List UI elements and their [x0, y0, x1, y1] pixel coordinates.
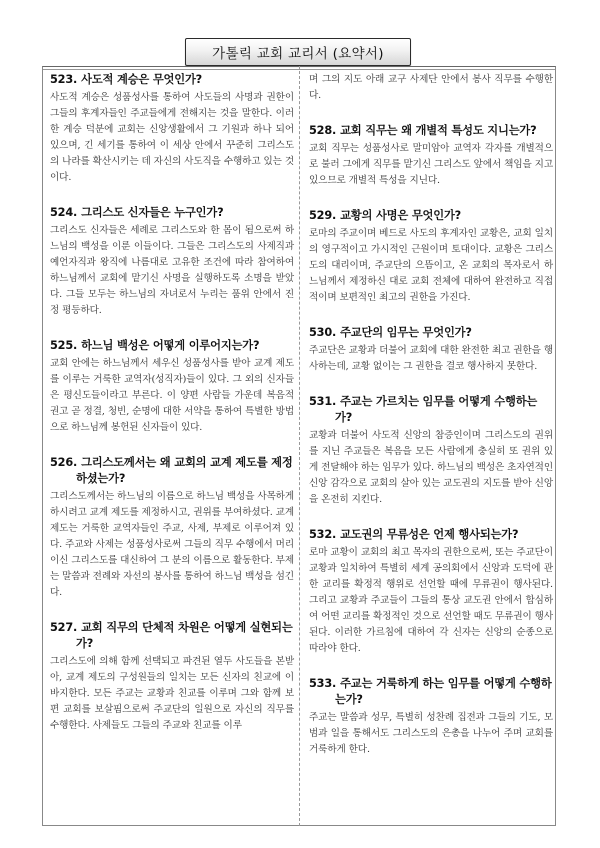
- question-number: 528.: [309, 124, 337, 137]
- question-number: 532.: [309, 528, 337, 541]
- question-number: 523.: [50, 73, 78, 86]
- question-heading: [309, 325, 553, 341]
- qa-item: [309, 394, 553, 508]
- question-text: 사도적 계승은 무엇인가?: [81, 73, 203, 86]
- qa-item: [309, 527, 553, 657]
- question-heading: [309, 394, 553, 426]
- question-text: 교회 직무는 왜 개별적 특성도 지니는가?: [340, 124, 537, 137]
- qa-item: [309, 676, 553, 758]
- qa-item: [50, 72, 294, 186]
- question-heading: [50, 205, 294, 221]
- qa-item: [50, 455, 294, 601]
- question-text: 주교는 거룩하게 하는 임무를 어떻게 수행하는가?: [335, 677, 552, 706]
- question-number: 533.: [309, 677, 337, 690]
- answer-text: 교황과 더불어 사도적 신앙의 참증인이며 그리스도의 권위를 지닌 주교들은 복음을 모든 사람에게 충실히 또 권위 있게 전달해야 하는 임무가 있다. 하느님의 백성은 초자연적인 신앙 감각으로 교회의 살아 있는 교도권의 지도를 받아 신앙을 온전히 지킨다.: [309, 430, 553, 505]
- question-text: 그리스도 신자들은 누구인가?: [81, 206, 224, 219]
- question-text: 주교는 가르치는 임무를 어떻게 수행하는가?: [335, 395, 538, 424]
- question-number: 527.: [50, 621, 78, 634]
- answer-text: 교회 안에는 하느님께서 세우신 성품성사를 받아 교계 제도를 이루는 거룩한 교역자(성직자)들이 있다. 그 외의 신자들은 평신도들이라고 부른다. 이 양편 사람들 가운데 복음적 권고 곧 정결, 청빈, 순명에 대한 서약을 통하여 특별한 방법으로 하느님께 봉헌된 신자들이 있다.: [50, 358, 294, 433]
- answer-text: 주교는 말씀과 성무, 특별히 성찬례 집전과 그들의 기도, 모범과 일을 통해서도 그리스도의 은총을 나누어 주며 교회를 거룩하게 한다.: [309, 712, 553, 755]
- left-column: [50, 72, 294, 753]
- question-text: 교회 직무의 단체적 차원은 어떻게 실현되는가?: [76, 621, 293, 650]
- question-number: 529.: [309, 209, 337, 222]
- qa-item: [309, 208, 553, 306]
- question-text: 그리스도께서는 왜 교회의 교계 제도를 제정하셨는가?: [76, 456, 293, 485]
- question-number: 525.: [50, 339, 78, 352]
- qa-item: [50, 338, 294, 436]
- answer-text: 그리스도 신자들은 세례로 그리스도와 한 몸이 됨으로써 하느님의 백성을 이룬 이들이다. 그들은 그리스도의 사제직과 예언자직과 왕직에 나름대로 고유한 조건에 따라 참여하여 하느님께서 교회에 맡기신 사명을 실행하도록 소명을 받았다. 그들 모두는 하느님의 자녀로서 누리는 품위 안에서 진정 평등하다.: [50, 225, 294, 316]
- page-title: 가톨릭 교회 교리서 (요약서): [185, 38, 411, 66]
- question-text: 교황의 사명은 무엇인가?: [340, 209, 462, 222]
- question-number: 526.: [50, 456, 78, 469]
- answer-text: 로마의 주교이며 베드로 사도의 후계자인 교황은, 교회 일치의 영구적이고 가시적인 근원이며 토대이다. 교황은 그리스도의 대리이며, 주교단의 으뜸이고, 온 교회의 목자로서 하느님께서 제정하신 대로 교회 전체에 대하여 완전하고 직접적이며 보편적인 최고의 권한을 가진다.: [309, 228, 553, 303]
- question-text: 교도권의 무류성은 언제 행사되는가?: [340, 528, 519, 541]
- right-column: [309, 72, 553, 777]
- answer-text: 그리스도께서는 하느님의 이름으로 하느님 백성을 사목하게 하시려고 교계 제도를 제정하시고, 권위를 부여하셨다. 교계 제도는 거룩한 교역자들인 주교, 사제, 부제로 이루어져 있다. 주교와 사제는 성품성사로써 그들의 직무 수행에서 머리이신 그리스도를 대신하여 그 분의 이름으로 활동한다. 부제는 말씀과 전례와 자선의 봉사를 통하여 하느님 백성을 섬긴다.: [50, 491, 294, 598]
- qa-item: [309, 325, 553, 375]
- column-divider: [299, 66, 300, 826]
- answer-text: 사도적 계승은 성품성사를 통하여 사도들의 사명과 권한이 그들의 후계자들인 주교들에게 전해지는 것을 말한다. 이러한 계승 덕분에 교회는 신앙생활에서 그 기원과 하나 되어 있으며, 긴 세기를 통하여 이 세상 안에서 꾸준히 그리스도의 나라를 확산시키는 데 자신의 사도직을 수행하고 있는 것이다.: [50, 92, 294, 183]
- answer-text: 주교단은 교황과 더불어 교회에 대한 완전한 최고 권한을 행사하는데, 교황 없이는 그 권한을 결코 행사하지 못한다.: [309, 345, 553, 372]
- qa-item: [309, 72, 553, 104]
- question-number: 524.: [50, 206, 78, 219]
- question-heading: [309, 676, 553, 708]
- question-heading: [50, 620, 294, 652]
- answer-text: 그리스도에 의해 함께 선택되고 파견된 열두 사도들을 본받아, 교계 제도의 구성원들의 일치는 모든 신자의 친교에 이바지한다. 모든 주교는 교황과 친교를 이루며 그와 함께 보편 교회를 보살핌으로써 주교단의 일원으로 자신의 직무를 수행한다. 사제들도 그들의 주교와 친교를 이루: [50, 656, 294, 731]
- question-heading: [309, 208, 553, 224]
- question-number: 530.: [309, 326, 337, 339]
- question-number: 531.: [309, 395, 337, 408]
- qa-item: [50, 620, 294, 734]
- question-heading: [50, 72, 294, 88]
- qa-item: [50, 205, 294, 319]
- qa-item: [309, 123, 553, 189]
- answer-text: 며 그의 지도 아래 교구 사제단 안에서 봉사 직무를 수행한다.: [309, 74, 553, 101]
- question-text: 주교단의 임무는 무엇인가?: [340, 326, 472, 339]
- answer-text: 로마 교황이 교회의 최고 목자의 권한으로써, 또는 주교단이 교황과 일치하여 특별히 세계 공의회에서 신앙과 도덕에 관한 교리를 확정적 행위로 선언할 때에 무류권이 행사된다. 그리고 교황과 주교들이 그들의 통상 교도권 안에서 합심하여 어떤 교리를 확정적인 것으로 선언할 때도 무류권이 행사된다. 이러한 가르침에 대하여 각 신자는 신앙의 순종으로 따라야 한다.: [309, 547, 553, 654]
- question-heading: [309, 123, 553, 139]
- answer-text: 교회 직무는 성품성사로 말미암아 교역자 각자를 개별적으로 불러 그에게 직무를 맡기신 그리스도 앞에서 책임을 지고 있으므로 개별적 특성을 지닌다.: [309, 143, 553, 186]
- question-text: 하느님 백성은 어떻게 이루어지는가?: [81, 339, 260, 352]
- question-heading: [50, 455, 294, 487]
- question-heading: [309, 527, 553, 543]
- question-heading: [50, 338, 294, 354]
